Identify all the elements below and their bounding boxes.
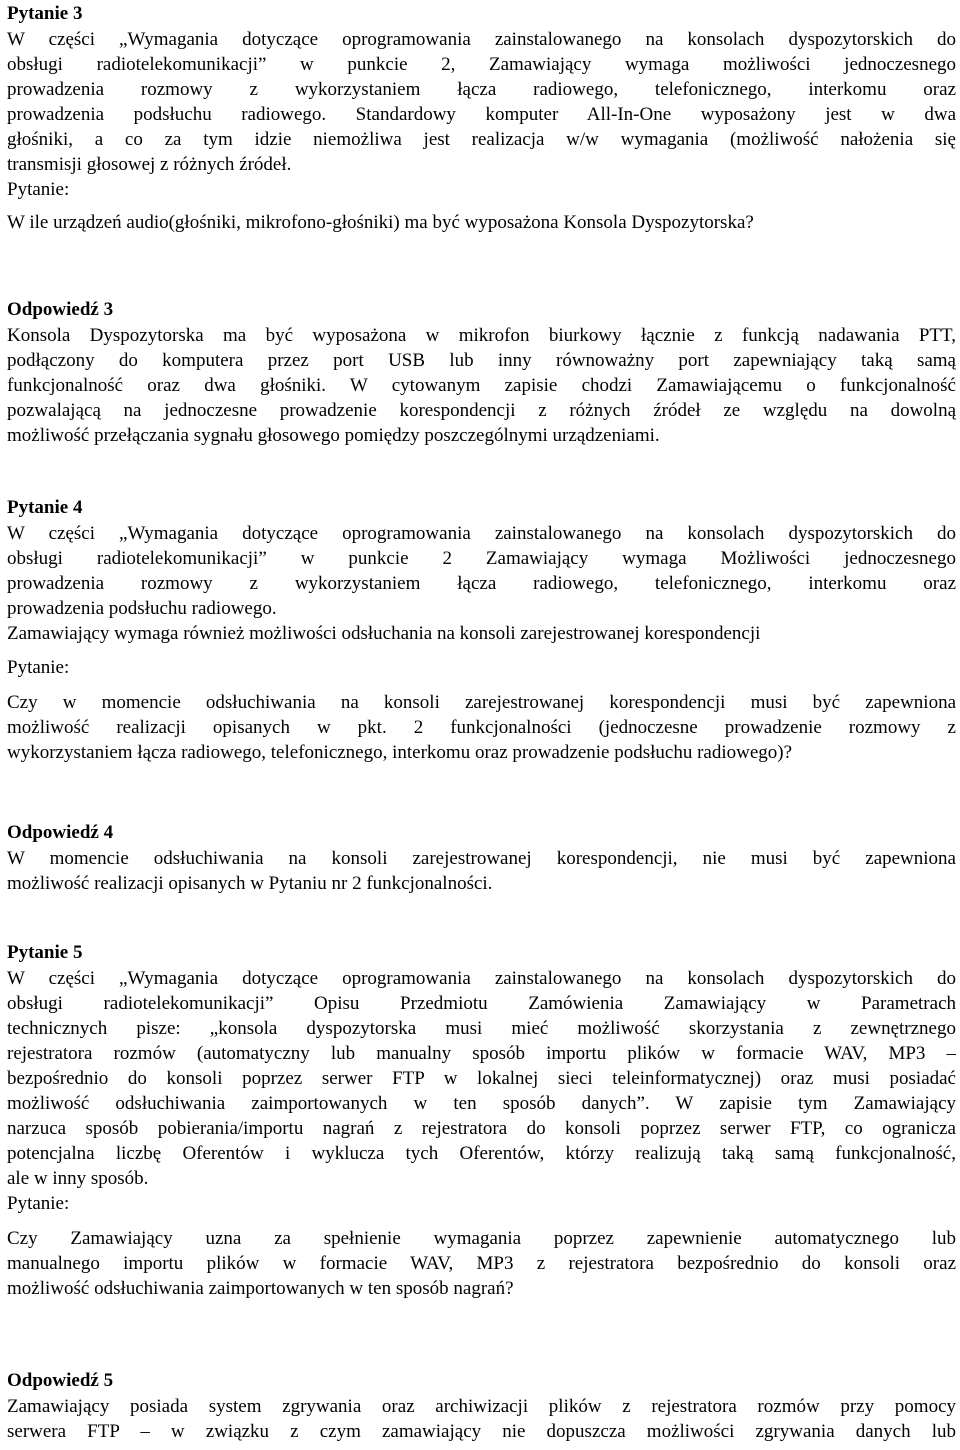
answer-4-line: możliwość realizacji opisanych w Pytaniu nr 2 funkcjonalności. xyxy=(7,873,493,894)
question-3-line: obsługi radiotelekomunikacji” w punkcie 2, Zamawiający wymaga możliwości jednoczesnego xyxy=(7,54,956,75)
question-4-line: W części „Wymagania dotyczące oprogramowania zainstalowanego na konsolach dyspozytorskich do xyxy=(7,523,956,544)
question-5-line: W części „Wymagania dotyczące oprogramowania zainstalowanego na konsolach dyspozytorskich do xyxy=(7,968,956,989)
question-4-question-line: możliwość realizacji opisanych w pkt. 2 funkcjonalności (jednoczesne prowadzenie rozmowy z xyxy=(7,717,956,738)
question-3-question: W ile urządzeń audio(głośniki, mikrofono-głośniki) ma być wyposażona Konsola Dyspozytorska? xyxy=(7,212,754,233)
answer-4-line: W momencie odsłuchiwania na konsoli zarejestrowanej korespondencji, nie musi być zapewniona xyxy=(7,848,956,869)
question-5-line: ale w inny sposób. xyxy=(7,1168,149,1189)
question-3-heading: Pytanie 3 xyxy=(7,3,83,24)
question-4-line: prowadzenia podsłuchu radiowego. xyxy=(7,598,277,619)
question-3-line: W części „Wymagania dotyczące oprogramowania zainstalowanego na konsolach dyspozytorskich do xyxy=(7,29,956,50)
question-5-question xyxy=(7,1226,956,1301)
question-4-section xyxy=(7,495,956,765)
question-5-line: bezpośrednio do konsoli poprzez serwer FTP w lokalnej sieci teleinformatycznej) oraz musi posiadać xyxy=(7,1068,956,1089)
answer-5-heading: Odpowiedź 5 xyxy=(7,1370,114,1391)
answer-3-section xyxy=(7,297,956,448)
question-5-line: technicznych pisze: „konsola dyspozytorska musi mieć możliwość skorzystania z zewnętrznego xyxy=(7,1018,956,1039)
question-5-line: narzuca sposób pobierania/importu nagrań z rejestratora do konsoli poprzez serwer FTP, co ogranicza xyxy=(7,1118,956,1139)
question-4-question-line: Czy w momencie odsłuchiwania na konsoli zarejestrowanej korespondencji musi być zapewniona xyxy=(7,692,956,713)
question-4-line: prowadzenia rozmowy z wykorzystaniem łącza radiowego, telefonicznego, interkomu oraz xyxy=(7,573,956,594)
question-3-line: prowadzenia rozmowy z wykorzystaniem łącza radiowego, telefonicznego, interkomu oraz xyxy=(7,79,956,100)
question-3-label: Pytanie: xyxy=(7,179,70,200)
question-5-line: potencjalna liczbę Oferentów i wyklucza tych Oferentów, którzy realizują taką samą funkcjonalność, xyxy=(7,1143,956,1164)
answer-3-heading: Odpowiedź 3 xyxy=(7,299,114,320)
question-5-question-line: Czy Zamawiający uzna za spełnienie wymagania poprzez zapewnienie automatycznego lub xyxy=(7,1228,956,1249)
answer-4-section xyxy=(7,820,956,896)
question-3-section xyxy=(7,1,956,235)
question-5-section xyxy=(7,940,956,1301)
answer-3-line: pozwalającą na jednoczesne prowadzenie korespondencji z różnych źródeł ze względu na dowolną xyxy=(7,400,956,421)
answer-5-section xyxy=(7,1368,956,1444)
question-5-label: Pytanie: xyxy=(7,1193,70,1214)
question-3-line: transmisji głosowej z różnych źródeł. xyxy=(7,154,292,175)
question-3-line: głośniki, a co za tym idzie niemożliwa jest realizacja w/w wymagania (możliwość nałożenia się xyxy=(7,129,956,150)
answer-3-line: możliwość przełączania sygnału głosowego pomiędzy poszczególnymi urządzeniami. xyxy=(7,425,660,446)
answer-4-heading: Odpowiedź 4 xyxy=(7,822,114,843)
question-5-line: możliwość odsłuchiwania zaimportowanych w ten sposób danych”. W zapisie tym Zamawiający xyxy=(7,1093,956,1114)
answer-3-line: funkcjonalność oraz dwa głośniki. W cytowanym zapisie chodzi Zamawiającemu o funkcjonalność xyxy=(7,375,956,396)
question-3-line: prowadzenia podsłuchu radiowego. Standardowy komputer All-In-One wyposażony jest w dwa xyxy=(7,104,956,125)
question-4-question-line: wykorzystaniem łącza radiowego, telefonicznego, interkomu oraz prowadzenie podsłuchu radiowego)? xyxy=(7,742,793,763)
answer-5-line: serwera FTP – w związku z czym zamawiający nie dopuszcza możliwości zgrywania danych lub xyxy=(7,1421,956,1442)
question-5-line: obsługi radiotelekomunikacji” Opisu Przedmiotu Zamówienia Zamawiający w Parametrach xyxy=(7,993,956,1014)
answer-3-line: Konsola Dyspozytorska ma być wyposażona w mikrofon biurkowy łącznie z funkcją nadawania PTT, xyxy=(7,325,956,346)
question-4-line: obsługi radiotelekomunikacji” w punkcie 2 Zamawiający wymaga Możliwości jednoczesnego xyxy=(7,548,956,569)
question-4-heading: Pytanie 4 xyxy=(7,497,83,518)
question-5-line: rejestratora rozmów (automatyczny lub manualny sposób importu plików w formacie WAV, MP3 – xyxy=(7,1043,956,1064)
question-5-question-line: manualnego importu plików w formacie WAV, MP3 z rejestratora bezpośrednio do konsoli oraz xyxy=(7,1253,956,1274)
question-5-heading: Pytanie 5 xyxy=(7,942,83,963)
question-4-question xyxy=(7,690,956,765)
question-4-line: Zamawiający wymaga również możliwości odsłuchania na konsoli zarejestrowanej korespondencji xyxy=(7,623,761,644)
answer-3-line: podłączony do komputera przez port USB lub inny równoważny port zapewniający taką samą xyxy=(7,350,956,371)
question-5-question-line: możliwość odsłuchiwania zaimportowanych w ten sposób nagrań? xyxy=(7,1278,514,1299)
answer-5-line: Zamawiający posiada system zgrywania oraz archiwizacji plików z rejestratora rozmów przy pomocy xyxy=(7,1396,956,1417)
question-4-label: Pytanie: xyxy=(7,657,70,678)
